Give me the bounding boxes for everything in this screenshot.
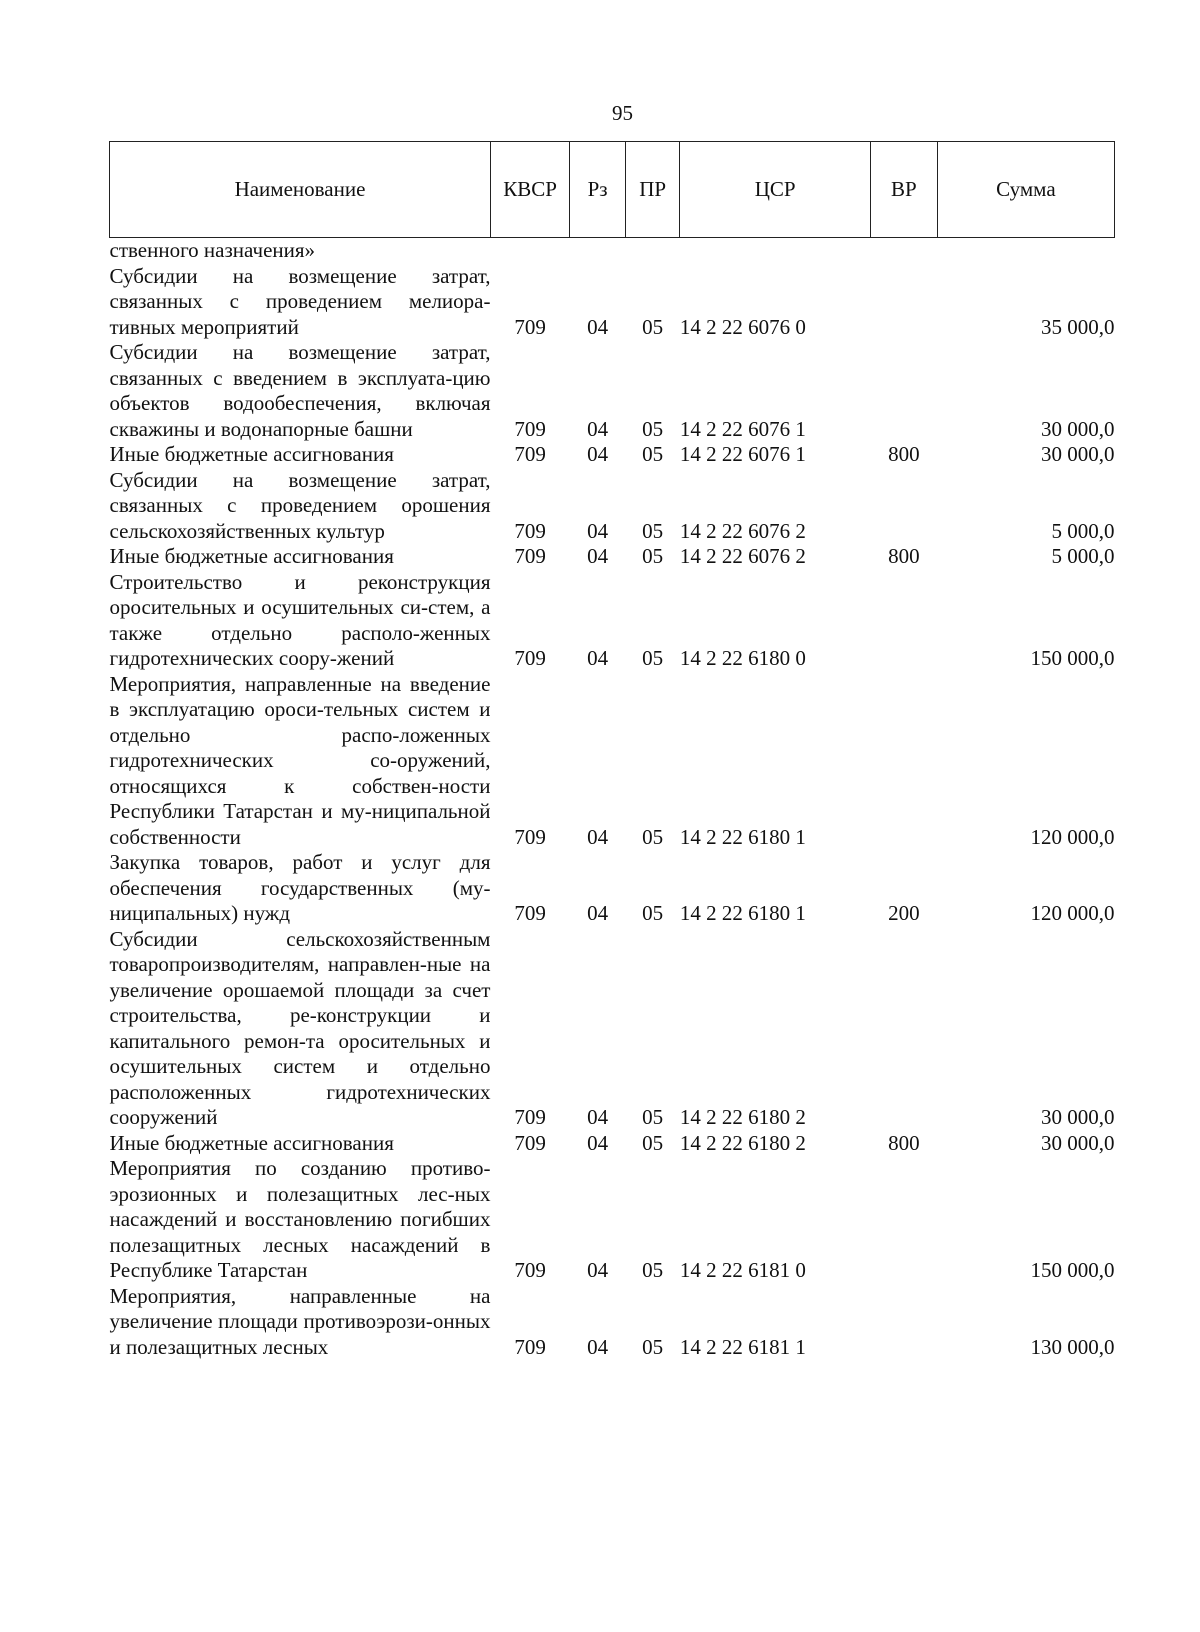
row-kvsr: 709 (514, 544, 546, 568)
row-sum: 30 000,0 (1041, 442, 1115, 466)
row-csr: 14 2 22 6076 2 (679, 544, 806, 568)
row-rz: 04 (587, 1105, 609, 1129)
row-vr (870, 570, 937, 672)
row-pr: 05 (642, 824, 664, 849)
row-kvsr: 709 (514, 1105, 546, 1129)
row-pr: 05 (642, 416, 664, 441)
row-sum: 150 000,0 (1030, 646, 1115, 670)
row-vr: 200 (888, 901, 920, 925)
row-sum: 120 000,0 (1030, 824, 1115, 849)
page-number: 95 (612, 101, 633, 125)
row-sum: 150 000,0 (1030, 1258, 1115, 1282)
table-row (110, 442, 1115, 468)
table-row (110, 1284, 1115, 1361)
table-header-row (110, 142, 1115, 238)
header-sum: Сумма (937, 142, 1114, 238)
continuation-text: ственного назначения» (109, 238, 316, 262)
row-rz: 04 (587, 901, 609, 925)
row-kvsr: 709 (514, 314, 546, 339)
row-name: Закупка товаров, работ и услуг для обеспечения государственных (му-ниципальных) нужд (109, 850, 491, 925)
row-vr (870, 927, 937, 1131)
row-vr (870, 672, 937, 851)
row-csr: 14 2 22 6181 0 (679, 1258, 806, 1282)
row-name: Субсидии на возмещение затрат, связанных с введением в эксплуата-цию объектов водообеспечения, включая скважины и водонапорные башни (109, 340, 491, 441)
row-vr: 800 (888, 442, 920, 466)
row-pr: 05 (642, 901, 664, 925)
header-csr: ЦСР (680, 142, 870, 238)
table-row (110, 544, 1115, 570)
table-row (110, 927, 1115, 1131)
row-rz: 04 (587, 824, 609, 849)
row-name: Иные бюджетные ассигнования (109, 544, 394, 568)
row-kvsr: 709 (514, 824, 546, 849)
row-vr: 800 (888, 544, 920, 568)
row-kvsr: 709 (514, 518, 546, 543)
row-rz: 04 (587, 518, 609, 543)
row-csr: 14 2 22 6076 2 (679, 518, 806, 543)
row-sum: 35 000,0 (1041, 314, 1115, 339)
row-sum: 120 000,0 (1030, 901, 1115, 925)
row-vr (870, 1284, 937, 1361)
row-name: Иные бюджетные ассигнования (109, 1130, 394, 1155)
row-rz: 04 (587, 442, 609, 466)
row-csr: 14 2 22 6076 0 (679, 314, 806, 339)
table-row (110, 1131, 1115, 1157)
row-sum: 30 000,0 (1041, 416, 1115, 441)
budget-table (109, 141, 1115, 1360)
header-vr: ВР (870, 142, 937, 238)
header-pr: ПР (625, 142, 680, 238)
row-rz: 04 (587, 1258, 609, 1282)
row-vr (870, 468, 937, 545)
row-rz: 04 (587, 314, 609, 339)
row-csr: 14 2 22 6180 0 (679, 646, 806, 670)
header-kvsr: КВСР (490, 142, 569, 238)
row-pr: 05 (642, 1130, 664, 1155)
table-row (110, 672, 1115, 851)
table-row (110, 468, 1115, 545)
row-vr (870, 340, 937, 442)
row-name: Иные бюджетные ассигнования (109, 442, 394, 466)
row-csr: 14 2 22 6076 1 (679, 442, 806, 466)
row-pr: 05 (642, 1258, 664, 1282)
row-name: Мероприятия, направленные на введение в эксплуатацию ороси-тельных систем и отдельно распо-ложенных гидротехнических со-оружений, относящихся к собствен-ности Республики Татарстан и му-ниципальной собственности (109, 671, 491, 849)
row-kvsr: 709 (514, 646, 546, 670)
row-csr: 14 2 22 6180 2 (679, 1130, 806, 1155)
row-sum: 5 000,0 (1051, 544, 1115, 568)
row-name: Субсидии на возмещение затрат, связанных с проведением мелиора-тивных мероприятий (109, 263, 491, 339)
row-name: Строительство и реконструкция оросительных и осушительных си-стем, а также отдельно располо-женных гидротехнических соору-жений (109, 569, 491, 670)
continuation-row (110, 238, 1115, 264)
row-kvsr: 709 (514, 1130, 546, 1155)
row-name: Субсидии на возмещение затрат, связанных с проведением орошения сельскохозяйственных культур (109, 467, 491, 543)
table-row (110, 850, 1115, 927)
row-kvsr: 709 (514, 416, 546, 441)
row-name: Мероприятия по созданию противо-эрозионных и полезащитных лес-ных насаждений и восстановлению погибших полезащитных лесных насаждений в Республике Татарстан (109, 1156, 491, 1282)
row-vr (870, 264, 937, 341)
header-name: Наименование (110, 142, 491, 238)
row-pr: 05 (642, 314, 664, 339)
table-row (110, 340, 1115, 442)
row-kvsr: 709 (514, 1334, 546, 1359)
row-pr: 05 (642, 1334, 664, 1359)
row-name: Субсидии сельскохозяйственным товаропроизводителям, направлен-ные на увеличение орошаемой площади за счет строительства, ре-конструкции и капитального ремон-та оросительных и осушительных систем и отдельно расположенных гидротехнических сооружений (109, 926, 491, 1129)
row-csr: 14 2 22 6181 1 (679, 1334, 806, 1359)
row-pr: 05 (642, 518, 664, 543)
row-csr: 14 2 22 6180 1 (679, 901, 806, 925)
row-pr: 05 (642, 646, 664, 670)
row-csr: 14 2 22 6180 2 (679, 1105, 806, 1129)
row-rz: 04 (587, 544, 609, 568)
row-pr: 05 (642, 1105, 664, 1129)
table-row (110, 264, 1115, 341)
row-sum: 30 000,0 (1041, 1130, 1115, 1155)
row-kvsr: 709 (514, 1258, 546, 1282)
row-sum: 5 000,0 (1051, 518, 1115, 543)
row-rz: 04 (587, 416, 609, 441)
row-csr: 14 2 22 6180 1 (679, 824, 806, 849)
row-csr: 14 2 22 6076 1 (679, 416, 806, 441)
table-row (110, 570, 1115, 672)
row-name: Мероприятия, направленные на увеличение площади противоэрози-онных и полезащитных лесных (109, 1283, 491, 1359)
row-sum: 30 000,0 (1041, 1105, 1115, 1129)
row-kvsr: 709 (514, 901, 546, 925)
row-rz: 04 (587, 1130, 609, 1155)
row-vr: 800 (888, 1130, 920, 1155)
row-kvsr: 709 (514, 442, 546, 466)
header-rz: Рз (570, 142, 626, 238)
row-vr (870, 1156, 937, 1284)
row-rz: 04 (587, 646, 609, 670)
table-row (110, 1156, 1115, 1284)
row-pr: 05 (642, 442, 664, 466)
row-pr: 05 (642, 544, 664, 568)
row-rz: 04 (587, 1334, 609, 1359)
row-sum: 130 000,0 (1030, 1334, 1115, 1359)
